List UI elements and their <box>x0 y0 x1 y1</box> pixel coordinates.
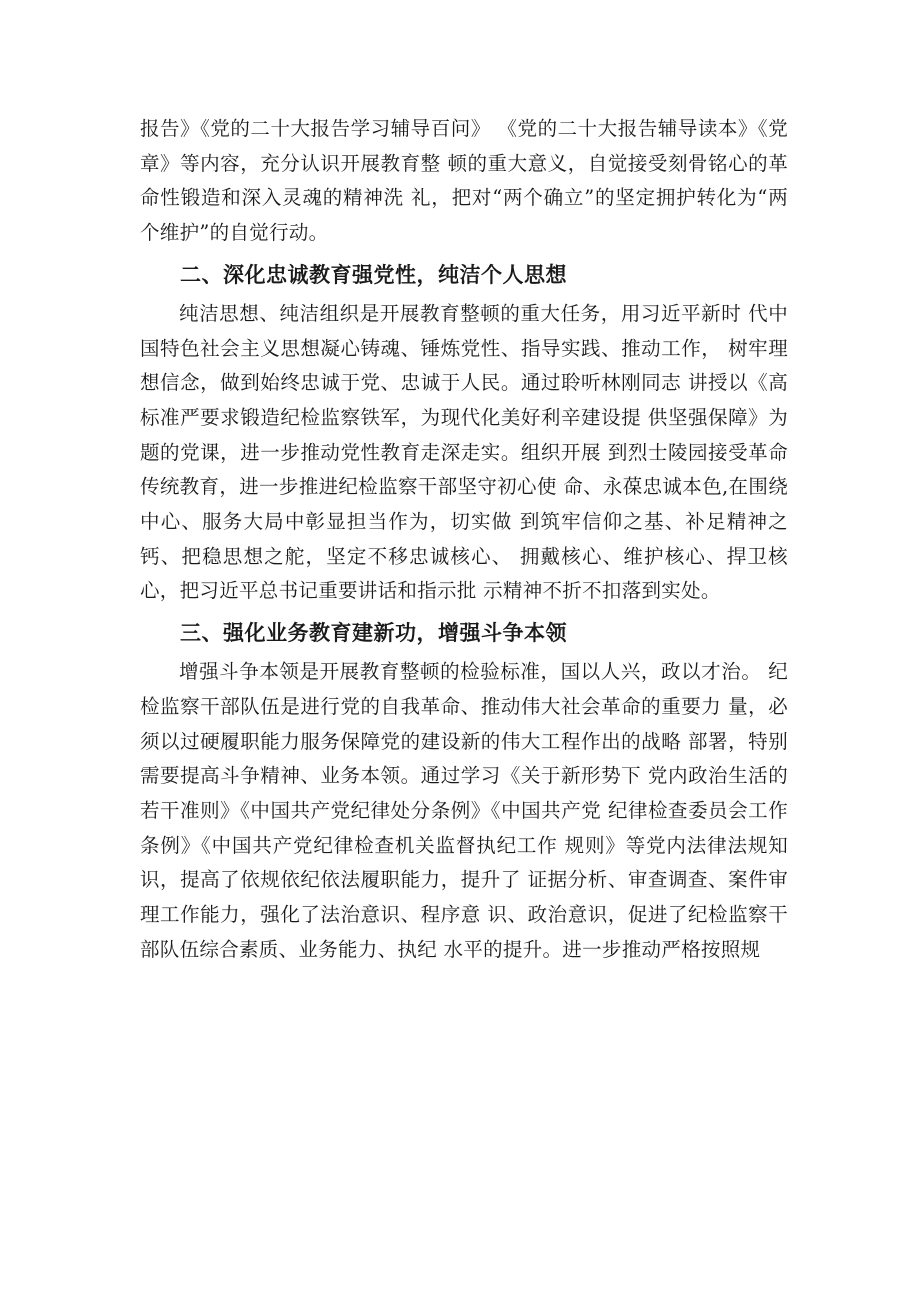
paragraph-loyalty-education: 纯洁思想、纯洁组织是开展教育整顿的重大任务，用习近平新时 代中国特色社会主义思想凝心铸魂、锤炼党性、指导实践、推动工作， 树牢理想信念，做到始终忠诚于党、忠诚于人民。通过聆听林刚同志 讲授以《高标准严要求锻造纪检监察铁军，为现代化美好利辛建设提 供坚强保障》为题的党课，进一步推动党性教育走深走实。组织开展 到烈士陵园接受革命传统教育，进一步推进纪检监察干部坚守初心使 命、永葆忠诚本色,在围绕中心、服务大局中彰显担当作为，切实做 到筑牢信仰之基、补足精神之钙、把稳思想之舵，坚定不移忠诚核心、 拥戴核心、维护核心、捍卫核心，把习近平总书记重要讲话和指示批 示精神不折不扣落到实处。 <box>140 301 788 603</box>
section-heading-3: 三、强化业务教育建新功，增强斗争本领 <box>180 621 567 646</box>
section-heading-2: 二、深化忠诚教育强党性，纯洁个人思想 <box>180 262 567 287</box>
paragraph-business-education: 增强斗争本领是开展教育整顿的检验标准，国以人兴，政以才治。 纪检监察干部队伍是进行党的自我革命、推动伟大社会革命的重要力 量，必须以过硬履职能力服务保障党的建设新的伟大工程作出的战略 部署，特别需要提高斗争精神、业务本领。通过学习《关于新形势下 党内政治生活的若干准则》《中国共产党纪律处分条例》《中国共产党 纪律检查委员会工作条例》《中国共产党纪律检查机关监督执纪工作 规则》等党内法律法规知识，提高了依规依纪依法履职能力，提升了 证据分析、审查调查、案件审理工作能力，强化了法治意识、程序意 识、政治意识，促进了纪检监察干部队伍综合素质、业务能力、执纪 水平的提升。进一步推动严格按照规 <box>140 660 788 961</box>
paragraph-continuation: 报告》《党的二十大报告学习辅导百问》 《党的二十大报告辅导读本》《党章》等内容，充分认识开展教育整 顿的重大意义，自觉接受刻骨铭心的革命性锻造和深入灵魂的精神洗 礼，把对“两个确立”的坚定拥护转化为“两个维护”的自觉行动。 <box>140 117 788 245</box>
document-body <box>140 112 788 967</box>
